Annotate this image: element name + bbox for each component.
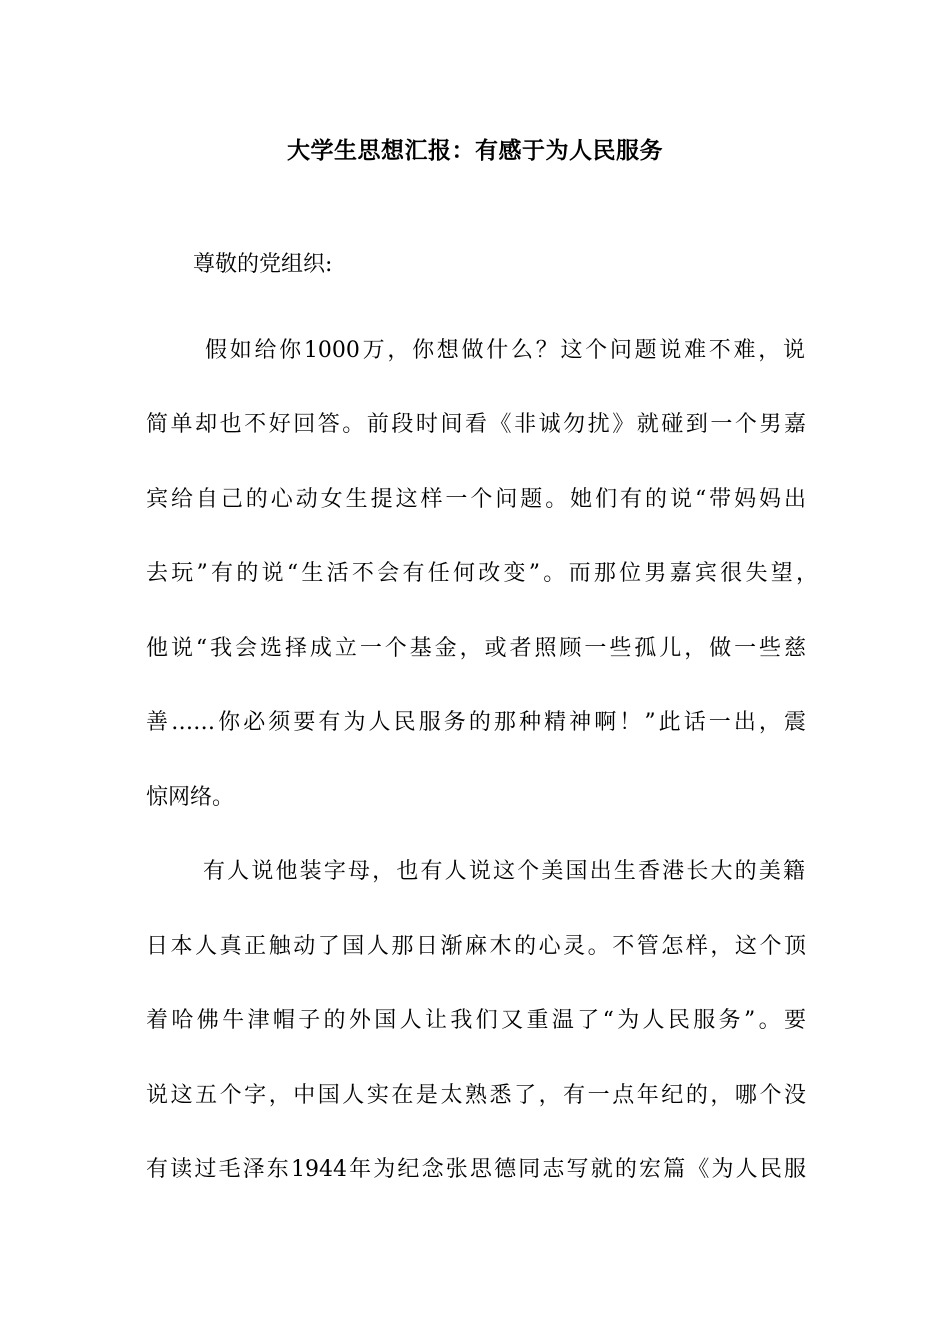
paragraph-2-line-5: 有读过毛泽东1944年为纪念张思德同志写就的宏篇《为人民服 (146, 1157, 806, 1182)
document-title: 大学生思想汇报：有感于为人民服务 (287, 138, 663, 164)
paragraph-2-line-4: 说这五个字，中国人实在是太熟悉了，有一点年纪的，哪个没 (146, 1083, 806, 1108)
paragraph-2-line-2: 日本人真正触动了国人那日渐麻木的心灵。不管怎样，这个顶 (146, 934, 806, 959)
paragraph-1-line-1: 假如给你1000万，你想做什么？这个问题说难不难，说 (205, 338, 805, 363)
paragraph-2-line-1: 有人说他装字母，也有人说这个美国出生香港长大的美籍 (203, 859, 805, 884)
paragraph-1-line-2: 简单却也不好回答。前段时间看《非诚勿扰》就碰到一个男嘉 (146, 412, 806, 437)
paragraph-1-line-4: 去玩”有的说“生活不会有任何改变”。而那位男嘉宾很失望， (146, 561, 818, 586)
paragraph-1-line-3: 宾给自己的心动女生提这样一个问题。她们有的说“带妈妈出 (146, 487, 806, 512)
paragraph-2-line-3: 着哈佛牛津帽子的外国人让我们又重温了“为人民服务”。要 (146, 1008, 806, 1033)
paragraph-1-line-6: 善……你必须要有为人民服务的那种精神啊！”此话一出，震 (146, 710, 806, 735)
paragraph-1-line-7: 惊网络。 (146, 785, 235, 810)
paragraph-1-line-5: 他说“我会选择成立一个基金，或者照顾一些孤儿，做一些慈 (146, 636, 806, 661)
salutation: 尊敬的党组织: (193, 252, 333, 277)
